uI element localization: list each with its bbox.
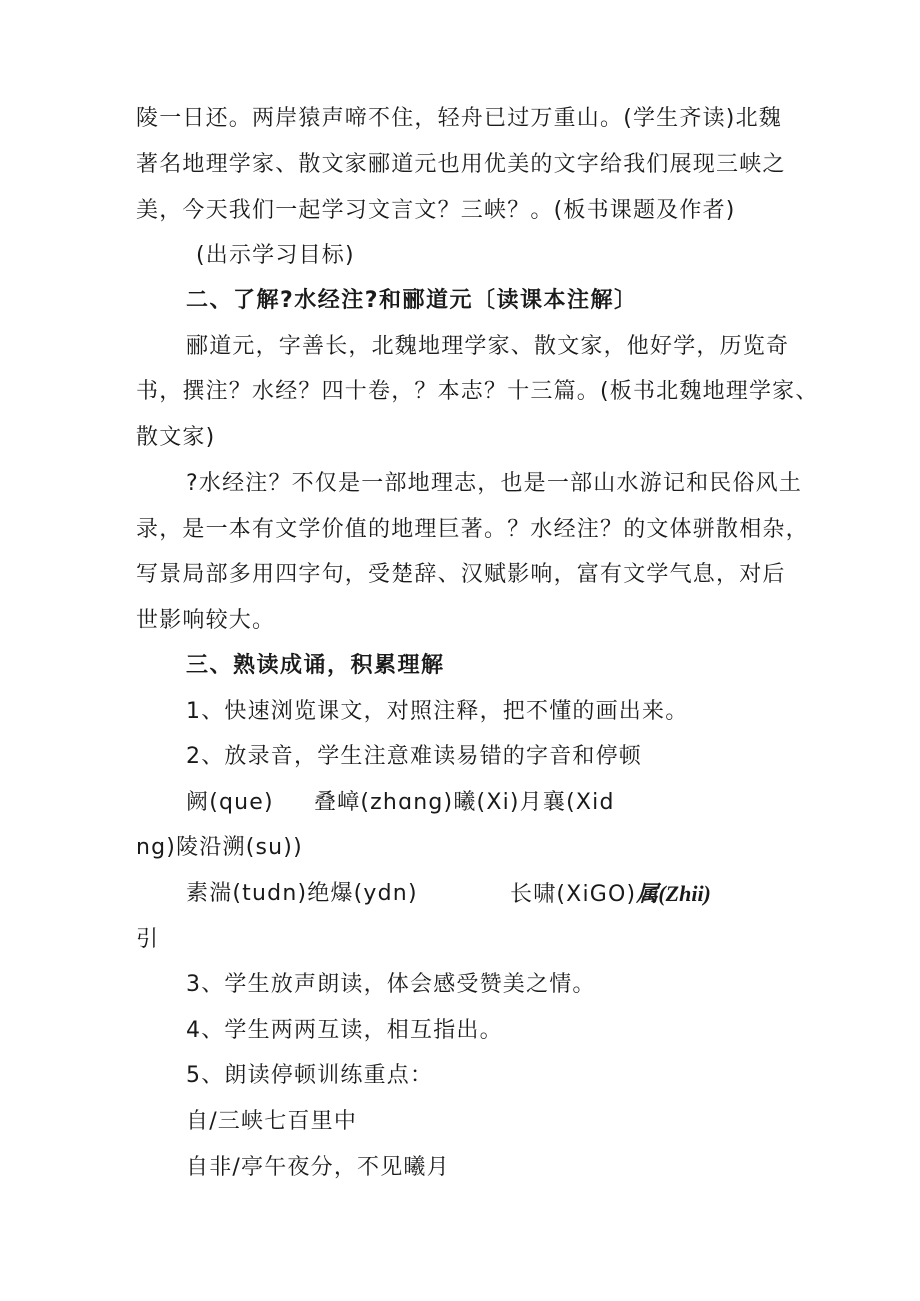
paragraph-line: 郦道元，字善长，北魏地理学家、散文家，他好学，历览奇 <box>186 334 790 359</box>
step-item: 3、学生放声朗读，体会感受赞美之情。 <box>186 972 596 997</box>
pronunciation-entry: 阙(que) <box>186 790 274 815</box>
pronunciation-entry <box>510 879 711 910</box>
step-item: 1、快速浏览课文，对照注释，把不懂的画出来。 <box>186 699 689 724</box>
section-heading-2: 二、了解?水经注?和郦道元〔读课本注解〕 <box>186 288 638 313</box>
paragraph-line: ?水经注？不仅是一部地理志，也是一部山水游记和民俗风土 <box>186 471 803 496</box>
step-item: 4、学生两两互读，相互指出。 <box>186 1018 503 1043</box>
paragraph-line: 著名地理学家、散文家郦道元也用优美的文字给我们展现三峡之 <box>136 152 786 177</box>
pronunciation-text: 长啸(XiGO) <box>510 882 637 907</box>
section-heading-3: 三、熟读成诵，积累理解 <box>186 653 445 678</box>
example-line: 自/三峡七百里中 <box>186 1109 358 1134</box>
paragraph-line: 美，今天我们一起学习文言文？三峡？。(板书课题及作者) <box>136 198 736 223</box>
step-item: 2、放录音，学生注意难读易错的字音和停顿 <box>186 744 642 769</box>
paragraph-line: 书，撰注？水经？四十卷，？本志？十三篇。(板书北魏地理学家、 <box>136 379 819 404</box>
step-item: 5、朗读停顿训练重点： <box>186 1063 434 1088</box>
paragraph-line: 陵一日还。两岸猿声啼不住，轻舟已过万重山。(学生齐读)北魏 <box>136 106 782 131</box>
pronunciation-italic-text: 属(Zhii) <box>636 881 711 906</box>
pronunciation-entry: 引 <box>136 927 160 952</box>
paragraph-line: 世影响较大。 <box>136 608 276 633</box>
pronunciation-entry: ng)陵沿溯(su)) <box>136 835 303 860</box>
paragraph-line: 写景局部多用四字句，受楚辞、汉赋影响，富有文学气息，对后 <box>136 562 786 587</box>
paragraph-line: 散文家) <box>136 425 216 450</box>
objectives-note: (出示学习目标) <box>196 243 355 268</box>
pronunciation-entry: 叠嶂(zhɑng)曦(Xi)月襄(Xid <box>314 790 615 815</box>
paragraph-line: 录，是一本有文学价值的地理巨著。？水经注？的文体骈散相杂， <box>136 517 809 542</box>
pronunciation-entry: 素湍(tudn)绝爆(ydn) <box>186 881 418 906</box>
example-line: 自非/亭午夜分，不见曦月 <box>186 1155 450 1180</box>
